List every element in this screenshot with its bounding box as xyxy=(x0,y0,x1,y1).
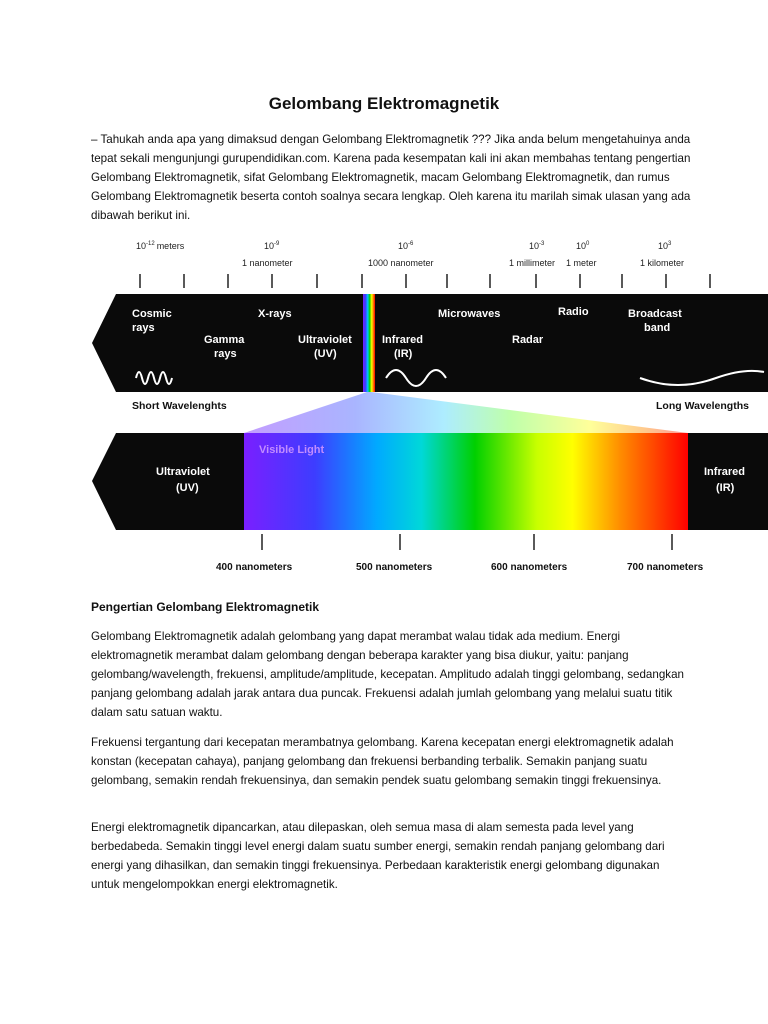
visible-light-title: Visible Light xyxy=(259,444,325,456)
wavelength-scale xyxy=(136,241,684,268)
scale-unit: 1 millimeter xyxy=(509,258,556,268)
svg-text:Ultraviolet: Ultraviolet xyxy=(156,466,210,478)
svg-text:Radio: Radio xyxy=(558,306,589,318)
svg-text:Broadcast: Broadcast xyxy=(628,308,682,320)
visible-projection-cone xyxy=(244,392,688,433)
short-wavelengths-label: Short Wavelenghts xyxy=(132,400,227,412)
svg-text:rays: rays xyxy=(214,348,237,360)
svg-text:Microwaves: Microwaves xyxy=(438,308,501,320)
svg-text:600 nanometers: 600 nanometers xyxy=(491,562,568,573)
body-paragraph: Energi elektromagnetik dipancarkan, atau dilepaskan, oleh semua masa di alam semesta pada level yang berbedabeda. Semakin tinggi level energi dalam suatu sumber energi, semakin rendah panjang gelombang dari energi yang dihasilkan, dan semakin tinggi frekuensinya. Perbedaan karakteristik energi gelombang digunakan untuk mengelompokkan energi elektromagnetik. xyxy=(91,821,665,891)
scale-ticks xyxy=(140,274,710,288)
intro-paragraph: – Tahukah anda apa yang dimaksud dengan Gelombang Elektromagnetik ??? Jika anda belum mengetahuinya anda tepat sekali mengunjungi gurupendidikan.com. Karena pada kesempatan kali ini akan membahas tentang pengertian Gelombang Elektromagnetik, sifat Gelombang Elektromagnetik, macam Gelombang Elektromagnetik, dan rumus Gelombang Elektromagnetik beserta contoh soalnya secara lengkap. Oleh karena itu marilah simak ulasan yang ada dibawah berikut ini. xyxy=(91,133,691,222)
svg-text:rays: rays xyxy=(132,322,155,334)
svg-text:500 nanometers: 500 nanometers xyxy=(356,562,433,573)
svg-text:(UV): (UV) xyxy=(314,348,337,360)
svg-text:(IR): (IR) xyxy=(394,348,413,360)
svg-text:400 nanometers: 400 nanometers xyxy=(216,562,293,573)
nanometer-labels xyxy=(216,562,704,573)
scale-unit: 1 kilometer xyxy=(640,258,685,268)
visible-slit xyxy=(363,294,375,392)
svg-text:band: band xyxy=(644,322,671,334)
body-paragraph: Gelombang Elektromagnetik adalah gelombang yang dapat merambat walau tidak ada medium. Energi elektromagnetik merambat dalam gelombang dengan beberapa karakter yang bisa diukur, yaitu: panjang gelombang/wavelength, frekuensi, amplitude/amplitude, kecepatan. Amplitudo adalah tinggi gelombang, sedangkan panjang gelombang adalah jarak antara dua puncak. Frekuensi adalah jumlah gelombang yang melalui suatu titik dalam satu satuan waktu. xyxy=(91,630,684,719)
scale-label: $10^{-12}$ meters xyxy=(136,241,185,251)
svg-text:700 nanometers: 700 nanometers xyxy=(627,562,704,573)
svg-text:X-rays: X-rays xyxy=(258,308,292,320)
spectrum-svg xyxy=(92,232,768,582)
svg-text:(UV): (UV) xyxy=(176,482,199,494)
scale-label: $10^{-6}$ xyxy=(398,241,414,251)
scale-label: $10^{-9}$ xyxy=(264,241,280,251)
scale-unit: 1 nanometer xyxy=(242,258,293,268)
electromagnetic-spectrum-figure xyxy=(92,232,768,582)
svg-text:Cosmic: Cosmic xyxy=(132,308,172,320)
scale-label: $10^0$ xyxy=(576,241,590,251)
section-heading: Pengertian Gelombang Elektromagnetik xyxy=(91,600,320,614)
long-wavelengths-label: Long Wavelengths xyxy=(656,400,749,412)
svg-text:Ultraviolet: Ultraviolet xyxy=(298,334,352,346)
body-paragraph: Frekuensi tergantung dari kecepatan merambatnya gelombang. Karena kecepatan energi elektromagnetik adalah konstan (kecepatan cahaya), panjang gelombang dan frekuensi berbanding terbalik. Semakin panjang suatu gelombang, semakin rendah frekuensinya, dan semakin pendek suatu gelombang semakin tinggi frekuensinya. xyxy=(91,736,674,787)
svg-text:Infrared: Infrared xyxy=(382,334,423,346)
scale-unit: 1 meter xyxy=(566,258,597,268)
document-title: Gelombang Elektromagnetik xyxy=(268,94,500,113)
scale-label: $10^{-3}$ xyxy=(529,241,545,251)
svg-text:Infrared: Infrared xyxy=(704,466,745,478)
svg-text:Radar: Radar xyxy=(512,334,544,346)
scale-unit: 1000 nanometer xyxy=(368,258,434,268)
scale-label: $10^3$ xyxy=(658,241,672,251)
nanometer-ticks xyxy=(262,534,672,550)
svg-text:(IR): (IR) xyxy=(716,482,735,494)
svg-text:Gamma: Gamma xyxy=(204,334,245,346)
